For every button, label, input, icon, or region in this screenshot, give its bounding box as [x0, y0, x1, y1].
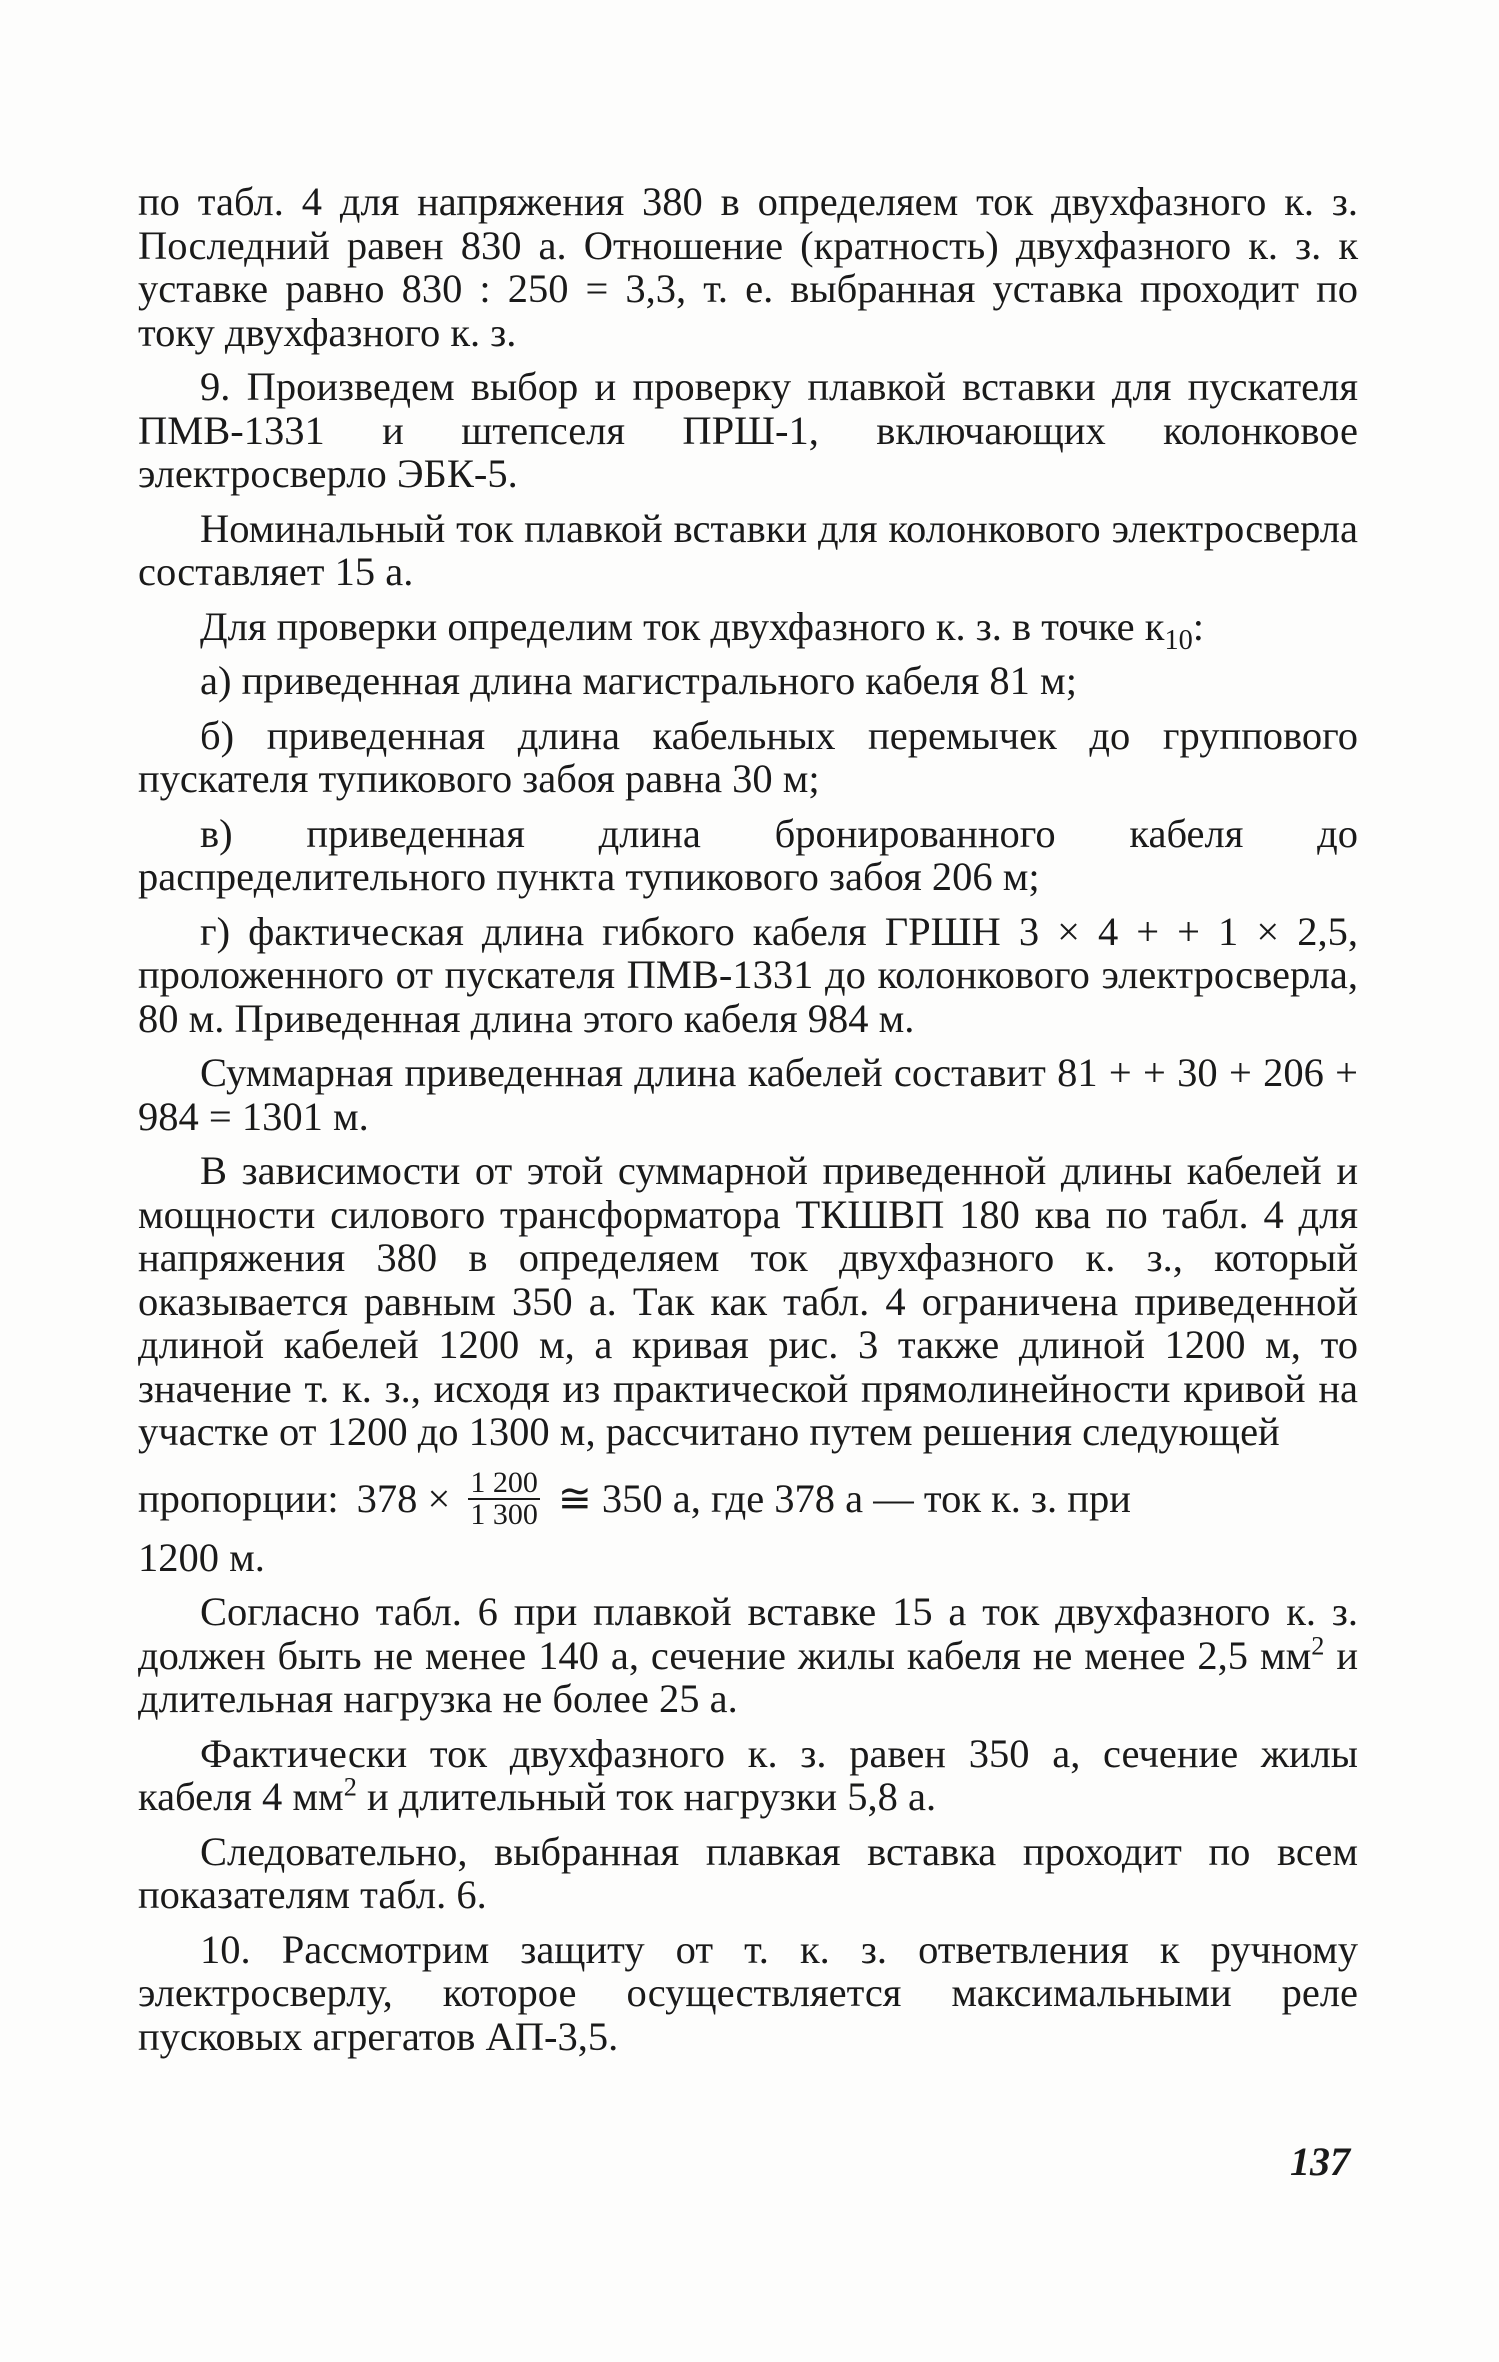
- formula-factor: 378 ×: [356, 1475, 451, 1521]
- table6-tail: и длительная нагрузка не более 25 а.: [138, 1632, 1358, 1721]
- list-item-b: б) приведенная длина кабельных перемычек до группового пускателя тупикового забоя равна 30 м;: [138, 712, 1358, 801]
- paragraph-item-9: 9. Произведем выбор и проверку плавкой вставки для пускателя ПМВ-1331 и штепселя ПРШ-1, включающих колонковое электросверло ЭБК-5.: [138, 364, 1358, 496]
- formula-fraction: [468, 1465, 540, 1531]
- page-number: 137: [1290, 2139, 1350, 2184]
- list-item-a: а) приведенная длина магистрального кабеля 81 м;: [200, 658, 1077, 703]
- list-item-v: в) приведенная длина бронированного кабеля до распределительного пункта тупикового забоя 206 м;: [138, 810, 1358, 899]
- actual-tail: и длительный ток нагрузки 5,8 а.: [356, 1774, 937, 1819]
- proportion-formula: [138, 1465, 1358, 1531]
- actual-text: Фактически ток двухфазного к. з. равен 350 а, сечение жилы кабеля 4 мм: [138, 1730, 1358, 1819]
- paragraph-actual: [138, 1732, 1358, 1819]
- paragraph-total-length: Суммарная приведенная длина кабелей составит 81 + + 30 + 206 + 984 = 1301 м.: [138, 1050, 1358, 1139]
- paragraph-table6: [138, 1590, 1358, 1721]
- paragraph-dependency: В зависимости от этой суммарной приведенной длины кабелей и мощности силового трансформатора ТКШВП 180 ква по табл. 4 для напряжения 380 в определяем ток двухфазного к. з., который оказывается равным 350 а. Так как табл. 4 ограничена приведенной длиной кабелей 1200 м, а кривая рис. 3 также длиной 1200 м, то значение т. к. з., исходя из практической прямолинейности кривой на участке от 1200 до 1300 м, рассчитано путем решения следующей: [138, 1148, 1358, 1454]
- page-body: [138, 180, 1358, 2069]
- formula-result: ≅ 350 а, где 378 а — ток к. з. при: [557, 1475, 1131, 1521]
- actual-superscript: 2: [343, 1772, 357, 1802]
- fraction-denominator: 1 300: [470, 1497, 538, 1531]
- fraction-numerator: 1 200: [470, 1465, 538, 1499]
- formula-lead: пропорции:: [138, 1475, 339, 1521]
- formula-tail: 1200 м.: [138, 1534, 265, 1580]
- paragraph-check-intro: [138, 603, 1358, 656]
- check-intro-text: Для проверки определим ток двухфазного к. з. в точке к: [200, 603, 1165, 649]
- paragraph-item-10: 10. Рассмотрим защиту от т. к. з. ответвления к ручному электросверлу, которое осуществляется максимальными реле пусковых агрегатов АП-3,5.: [138, 1926, 1358, 2059]
- paragraph-conclusion: Следовательно, выбранная плавкая вставка проходит по всем показателям табл. 6.: [138, 1828, 1358, 1917]
- check-intro-colon: :: [1192, 603, 1205, 649]
- list-item-g: г) фактическая длина гибкого кабеля ГРШН 3 × 4 + + 1 × 2,5, проложенного от пускателя ПМВ-1331 до колонкового электросверла, 80 м. Приведенная длина этого кабеля 984 м.: [138, 908, 1358, 1041]
- point-subscript: 10: [1164, 624, 1193, 656]
- table6-superscript: 2: [1311, 1631, 1325, 1660]
- table6-text: Согласно табл. 6 при плавкой вставке 15 а ток двухфазного к. з. должен быть не менее 140 а, сечение жилы кабеля не менее 2,5 мм: [138, 1589, 1358, 1678]
- paragraph-nominal-current: Номинальный ток плавкой вставки для колонкового электросверла составляет 15 а.: [138, 505, 1358, 594]
- paragraph-continuation: по табл. 4 для напряжения 380 в определяем ток двухфазного к. з. Последний равен 830 а. Отношение (кратность) двухфазного к. з. к уставке равно 830 : 250 = 3,3, т. е. выбранная уставка проходит по току двухфазного к. з.: [138, 179, 1358, 355]
